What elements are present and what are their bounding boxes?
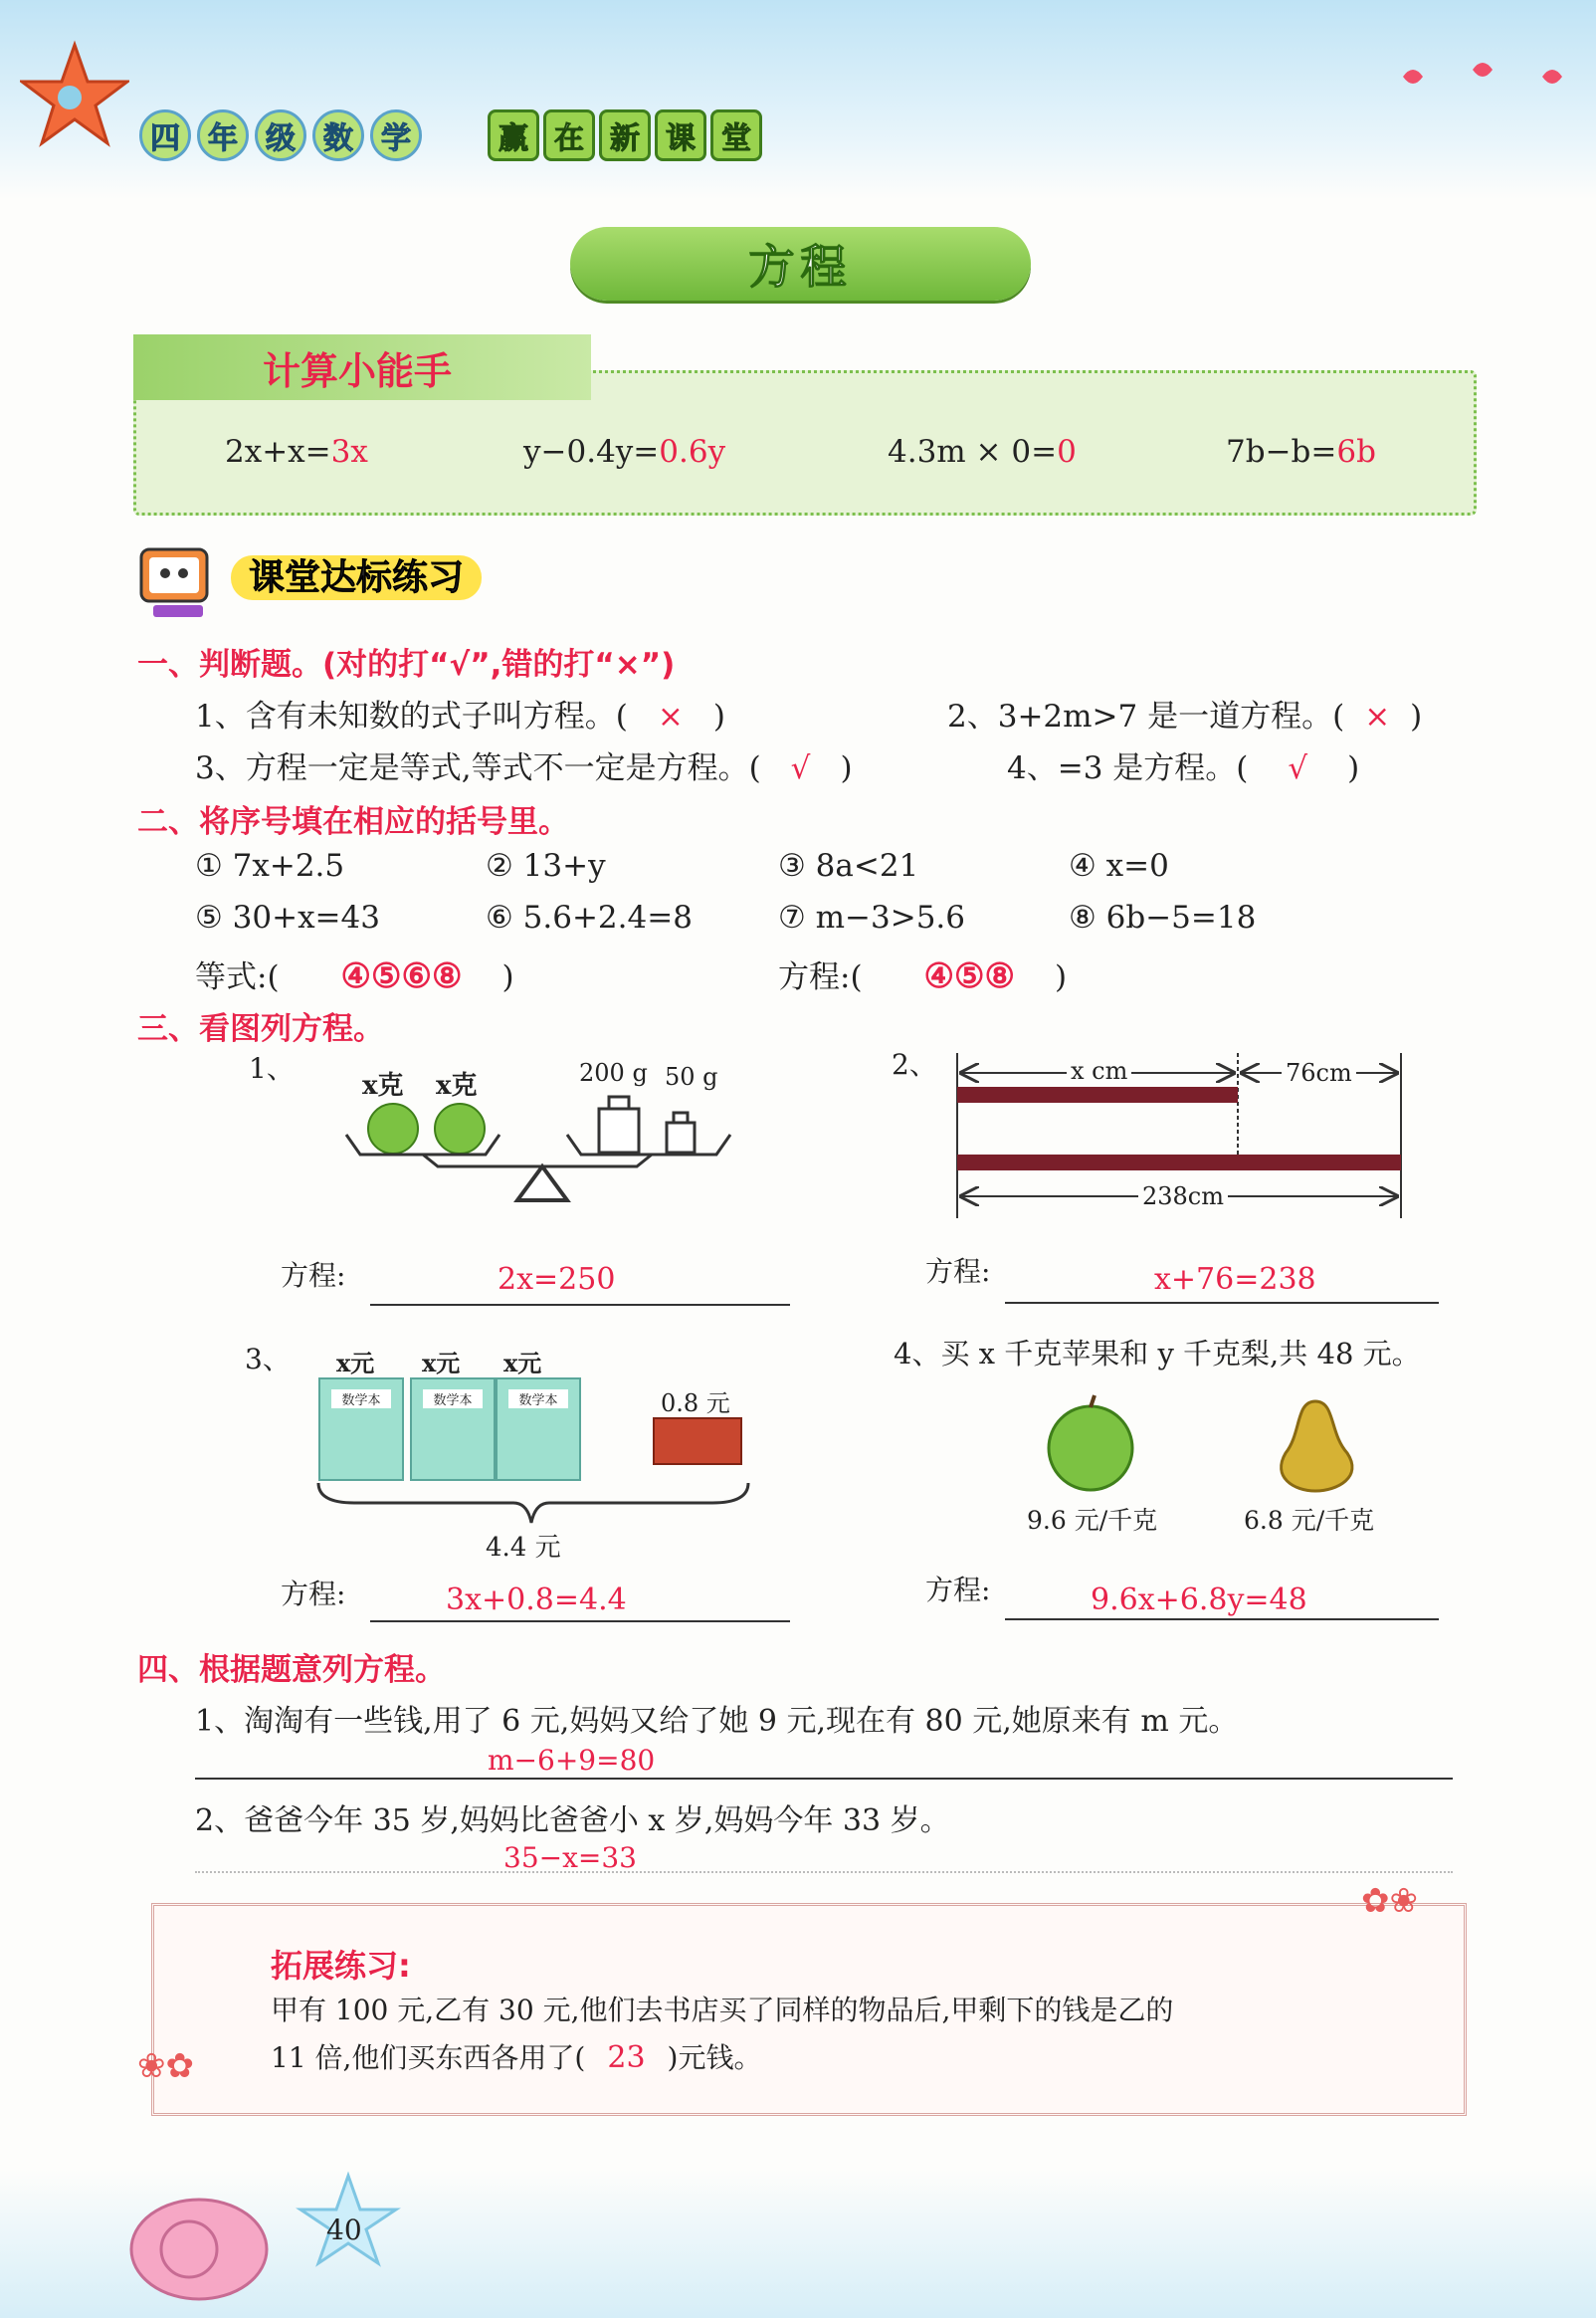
s2-item: ① 7x+2.5 <box>195 848 345 884</box>
series-char: 堂 <box>710 109 762 161</box>
section2-title: 二、将序号填在相应的括号里。 <box>137 804 569 840</box>
page-title: 方程 <box>570 227 1031 301</box>
p3-answer: 3x+0.8=4.4 <box>446 1582 627 1617</box>
grade-char: 年 <box>197 109 249 161</box>
s4-answer-1: m−6+9=80 <box>488 1744 656 1777</box>
extension-line-1: 甲有 100 元,乙有 30 元,他们去书店买了同样的物品后,甲剩下的钱是乙的 <box>271 1994 1174 2026</box>
grade-char: 级 <box>255 109 306 161</box>
practice-heading: 课堂达标练习 <box>231 549 482 600</box>
pear-icon <box>1266 1393 1365 1493</box>
calc-item: 7b−b=6b <box>1226 434 1376 470</box>
calc-item: 4.3m × 0=0 <box>888 434 1077 470</box>
s2-item: ⑥ 5.6+2.4=8 <box>486 900 693 936</box>
p3-total: 4.4 元 <box>486 1533 561 1563</box>
p2-238cm: 238cm <box>1138 1182 1228 1210</box>
grade-label <box>139 109 428 161</box>
calc-item: y−0.4y=0.6y <box>523 434 726 470</box>
computer-mascot-icon <box>133 543 225 623</box>
notebook-icon: 数学本 <box>318 1377 404 1481</box>
section4-title: 四、根据题意列方程。 <box>137 1652 446 1688</box>
snail-mascot-icon <box>109 2170 408 2309</box>
s2-item: ③ 8a<21 <box>778 848 919 884</box>
balance-scale-icon <box>338 1095 756 1214</box>
p3-number: 3、 <box>245 1343 291 1375</box>
p3-price: x元 <box>422 1349 461 1377</box>
s4-answer-2: 35−x=33 <box>503 1841 637 1874</box>
eraser-icon <box>653 1417 742 1465</box>
s1-q4: 4、=3 是方程。( √ ) <box>1007 750 1360 786</box>
s4-answer-line-2 <box>195 1867 1453 1873</box>
s4-answer-line-1 <box>195 1768 1453 1780</box>
calc-heading-tab <box>133 334 591 400</box>
page-number: 40 <box>326 2213 362 2246</box>
p2-x-cm: x cm <box>1067 1057 1131 1085</box>
grade-char: 学 <box>370 109 422 161</box>
extension-line-2: 11 倍,他们买东西各用了( 23 )元钱。 <box>271 2040 762 2075</box>
section1-title: 一、判断题。(对的打“√”,错的打“×”) <box>137 647 676 683</box>
series-label <box>488 109 766 161</box>
p2-76cm: 76cm <box>1282 1059 1356 1087</box>
calc-heading: 计算小能手 <box>263 349 453 393</box>
p2-number: 2、 <box>892 1048 937 1081</box>
s1-q3: 3、方程一定是等式,等式不一定是方程。( √ ) <box>195 750 853 786</box>
grade-char: 四 <box>139 109 191 161</box>
s4-q1: 1、淘淘有一些钱,用了 6 元,妈妈又给了她 9 元,现在有 80 元,她原来有 m 元。 <box>195 1704 1239 1739</box>
s4-q2: 2、爸爸今年 35 岁,妈妈比爸爸小 x 岁,妈妈今年 33 岁。 <box>195 1803 950 1838</box>
s2-item: ④ x=0 <box>1069 848 1169 884</box>
grade-char: 数 <box>312 109 364 161</box>
s1-q1: 1、含有未知数的式子叫方程。( × ) <box>195 699 725 735</box>
header-background <box>0 0 1596 199</box>
p3-label: 方程: <box>281 1578 346 1610</box>
s2-item: ② 13+y <box>486 848 606 884</box>
s1-q2: 2、3+2m>7 是一道方程。( × ) <box>947 699 1423 735</box>
hearts-icon <box>1393 62 1572 92</box>
calc-item: 2x+x=3x <box>225 434 368 470</box>
s2-equation-answer: 方程:( ④⑤⑧ ) <box>778 956 1068 996</box>
p1-answer: 2x=250 <box>498 1262 616 1297</box>
p3-price: x元 <box>336 1349 375 1377</box>
p1-weight-200: 200 g <box>579 1059 648 1087</box>
p4-answer: 9.6x+6.8y=48 <box>1091 1582 1307 1617</box>
p4-pear-price: 6.8 元/千克 <box>1244 1506 1375 1535</box>
series-char: 在 <box>543 109 595 161</box>
series-char: 课 <box>655 109 706 161</box>
flower-icon: ✿❀ <box>1361 1881 1418 1921</box>
p4-apple-price: 9.6 元/千克 <box>1027 1506 1158 1535</box>
p2-label: 方程: <box>925 1255 991 1288</box>
section3-title: 三、看图列方程。 <box>137 1011 384 1047</box>
extension-title: 拓展练习: <box>271 1947 411 1985</box>
p1-xg-left: x克 <box>362 1071 404 1101</box>
notebook-icon: 数学本 <box>496 1377 581 1481</box>
p4-text: 4、买 x 千克苹果和 y 千克梨,共 48 元。 <box>894 1337 1421 1370</box>
notebook-icon: 数学本 <box>410 1377 496 1481</box>
star-mascot-icon <box>20 40 129 149</box>
series-char: 赢 <box>488 109 539 161</box>
apple-icon <box>1041 1393 1140 1493</box>
flower-icon: ❀✿ <box>137 2046 194 2086</box>
brace-icon <box>314 1479 752 1529</box>
series-char: 新 <box>599 109 651 161</box>
p3-eraser-price: 0.8 元 <box>661 1389 730 1417</box>
p1-weight-50: 50 g <box>665 1063 718 1091</box>
p2-answer: x+76=238 <box>1154 1262 1316 1297</box>
s2-item: ⑤ 30+x=43 <box>195 900 380 936</box>
p4-label: 方程: <box>925 1574 991 1606</box>
s2-item: ⑦ m−3>5.6 <box>778 900 966 936</box>
s2-equality-answer: 等式:( ④⑤⑥⑧ ) <box>195 956 514 996</box>
p1-number: 1、 <box>249 1052 295 1085</box>
p1-xg-right: x克 <box>436 1071 478 1101</box>
s2-item: ⑧ 6b−5=18 <box>1069 900 1257 936</box>
p1-label: 方程: <box>281 1259 346 1292</box>
p3-price: x元 <box>503 1349 542 1377</box>
